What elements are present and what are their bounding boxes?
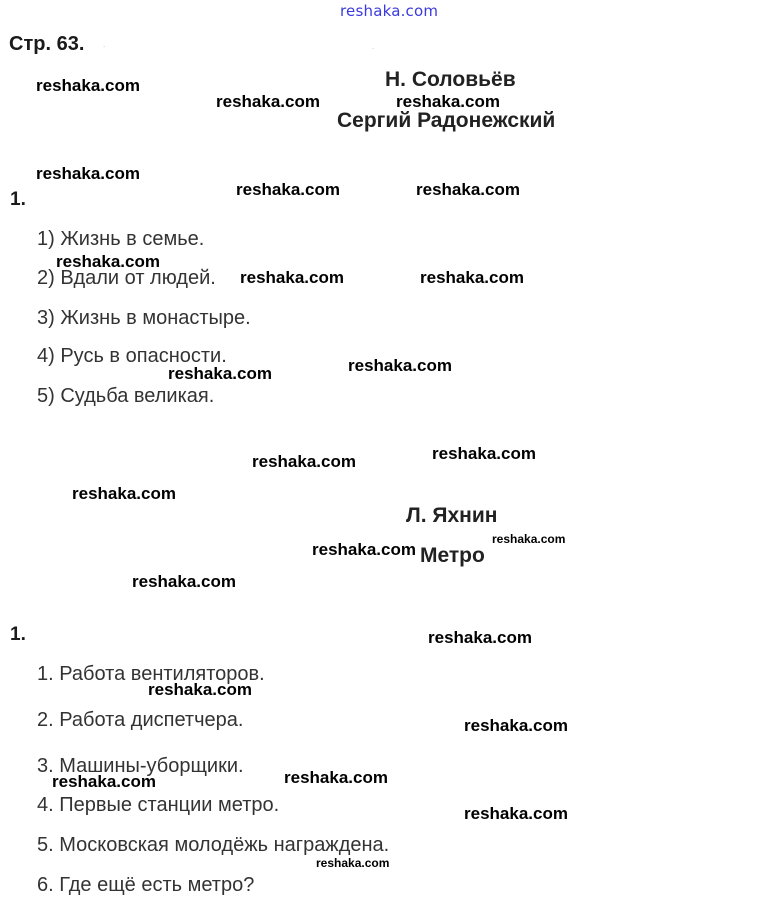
section2-list-item: 3. Машины-уборщики. [37,755,244,777]
section1-task-number: 1. [10,189,26,210]
watermark: reshaka.com [52,772,156,791]
watermark: reshaka.com [36,76,140,95]
section2-title: Метро [420,544,485,567]
section1-list-item: 5) Судьба великая. [37,385,215,407]
section2-list-item: 4. Первые станции метро. [37,794,280,816]
watermark: reshaka.com [36,164,140,183]
section2-list-item: 2. Работа диспетчера. [37,709,244,731]
watermark: reshaka.com [252,452,356,471]
watermark: reshaka.com [312,540,416,559]
watermark: reshaka.com [348,356,452,375]
section1-list-item: 4) Русь в опасности. [37,345,227,367]
watermark: reshaka.com [420,268,524,287]
watermark: reshaka.com [428,628,532,647]
section1-list-item: 2) Вдали от людей. [37,267,216,289]
scan-speck: . [103,40,106,49]
section2-list-item: 6. Где ещё есть метро? [37,874,255,896]
scan-speck: . [372,42,375,51]
watermark: reshaka.com [56,252,160,271]
watermark: reshaka.com [148,680,252,699]
section1-list-item: 1) Жизнь в семье. [37,228,205,250]
watermark: reshaka.com [396,92,500,111]
watermark: reshaka.com [316,856,390,870]
watermark: reshaka.com [168,364,272,383]
watermark: reshaka.com [432,444,536,463]
watermark: reshaka.com [416,180,520,199]
section2-author: Л. Яхнин [406,504,498,527]
section2-list-item: 1. Работа вентиляторов. [37,663,265,685]
page-label: Стр. 63. [9,33,85,55]
section1-list-item: 3) Жизнь в монастыре. [37,307,251,329]
section2-task-number: 1. [10,624,26,645]
watermark: reshaka.com [216,92,320,111]
watermark: reshaka.com [240,268,344,287]
section1-title: Сергий Радонежский [337,109,556,132]
watermark: reshaka.com [236,180,340,199]
watermark: reshaka.com [464,716,568,735]
watermark: reshaka.com [492,532,566,546]
top-watermark: reshaka.com [340,2,439,20]
watermark: reshaka.com [284,768,388,787]
section2-list-item: 5. Московская молодёжь награждена. [37,834,390,856]
watermark: reshaka.com [72,484,176,503]
watermark: reshaka.com [464,804,568,823]
section1-author: Н. Соловьёв [385,68,516,91]
watermark: reshaka.com [132,572,236,591]
